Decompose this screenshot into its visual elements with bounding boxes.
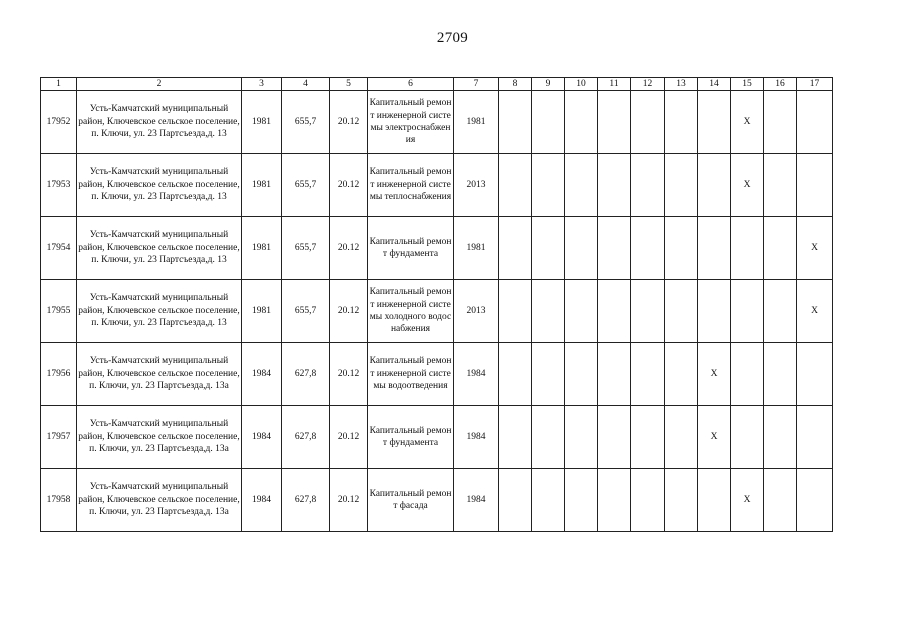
code-cell: 20.12 bbox=[330, 91, 368, 154]
area-cell: 655,7 bbox=[282, 91, 330, 154]
column-17-mark: X bbox=[797, 280, 833, 343]
column-header: 11 bbox=[598, 78, 631, 91]
column-16-cell bbox=[764, 343, 797, 406]
column-12-cell bbox=[631, 154, 665, 217]
work-type-cell: Капитальный ремонт фундамента bbox=[368, 217, 454, 280]
column-15-mark: X bbox=[731, 91, 764, 154]
table-row bbox=[41, 469, 833, 532]
column-header: 3 bbox=[242, 78, 282, 91]
column-15-mark: X bbox=[731, 154, 764, 217]
column-16-cell bbox=[764, 217, 797, 280]
column-9-cell bbox=[532, 154, 565, 217]
column-14-cell bbox=[698, 91, 731, 154]
row-id-cell: 17958 bbox=[41, 469, 77, 532]
column-header: 17 bbox=[797, 78, 833, 91]
column-12-cell bbox=[631, 280, 665, 343]
plan-year-cell: 2013 bbox=[454, 280, 499, 343]
column-header: 5 bbox=[330, 78, 368, 91]
row-id-cell: 17956 bbox=[41, 343, 77, 406]
area-cell: 627,8 bbox=[282, 469, 330, 532]
address-cell: Усть-Камчатский муниципальный район, Ключевское сельское поселение, п. Ключи, ул. 23 Партсъезда,д. 13а bbox=[77, 406, 242, 469]
work-type-cell: Капитальный ремонт инженерной системы теплоснабжения bbox=[368, 154, 454, 217]
column-9-cell bbox=[532, 217, 565, 280]
column-12-cell bbox=[631, 217, 665, 280]
work-type-cell: Капитальный ремонт инженерной системы водоотведения bbox=[368, 343, 454, 406]
column-17-cell bbox=[797, 91, 833, 154]
row-id-cell: 17957 bbox=[41, 406, 77, 469]
column-9-cell bbox=[532, 343, 565, 406]
plan-year-cell: 1981 bbox=[454, 217, 499, 280]
column-13-cell bbox=[665, 469, 698, 532]
table-row bbox=[41, 406, 833, 469]
table-body bbox=[41, 91, 833, 532]
code-cell: 20.12 bbox=[330, 280, 368, 343]
column-11-cell bbox=[598, 343, 631, 406]
column-16-cell bbox=[764, 154, 797, 217]
column-header: 8 bbox=[499, 78, 532, 91]
column-13-cell bbox=[665, 343, 698, 406]
column-11-cell bbox=[598, 217, 631, 280]
table-row bbox=[41, 91, 833, 154]
column-10-cell bbox=[565, 217, 598, 280]
plan-year-cell: 2013 bbox=[454, 154, 499, 217]
build-year-cell: 1984 bbox=[242, 343, 282, 406]
area-cell: 655,7 bbox=[282, 280, 330, 343]
column-header: 6 bbox=[368, 78, 454, 91]
column-10-cell bbox=[565, 154, 598, 217]
column-15-cell bbox=[731, 343, 764, 406]
column-10-cell bbox=[565, 406, 598, 469]
column-14-cell bbox=[698, 280, 731, 343]
column-13-cell bbox=[665, 280, 698, 343]
column-9-cell bbox=[532, 406, 565, 469]
row-id-cell: 17952 bbox=[41, 91, 77, 154]
column-8-cell bbox=[499, 217, 532, 280]
address-cell: Усть-Камчатский муниципальный район, Ключевское сельское поселение, п. Ключи, ул. 23 Партсъезда,д. 13 bbox=[77, 280, 242, 343]
column-16-cell bbox=[764, 406, 797, 469]
area-cell: 655,7 bbox=[282, 154, 330, 217]
address-cell: Усть-Камчатский муниципальный район, Ключевское сельское поселение, п. Ключи, ул. 23 Партсъезда,д. 13а bbox=[77, 343, 242, 406]
build-year-cell: 1981 bbox=[242, 91, 282, 154]
address-cell: Усть-Камчатский муниципальный район, Ключевское сельское поселение, п. Ключи, ул. 23 Партсъезда,д. 13 bbox=[77, 91, 242, 154]
column-header: 2 bbox=[77, 78, 242, 91]
column-8-cell bbox=[499, 154, 532, 217]
column-number-row bbox=[41, 78, 833, 91]
column-12-cell bbox=[631, 469, 665, 532]
code-cell: 20.12 bbox=[330, 154, 368, 217]
column-9-cell bbox=[532, 469, 565, 532]
column-12-cell bbox=[631, 343, 665, 406]
column-11-cell bbox=[598, 406, 631, 469]
column-9-cell bbox=[532, 91, 565, 154]
column-15-cell bbox=[731, 280, 764, 343]
column-14-mark: X bbox=[698, 406, 731, 469]
table-row bbox=[41, 217, 833, 280]
column-17-mark: X bbox=[797, 217, 833, 280]
column-17-cell bbox=[797, 469, 833, 532]
column-17-cell bbox=[797, 154, 833, 217]
column-12-cell bbox=[631, 406, 665, 469]
column-17-cell bbox=[797, 406, 833, 469]
column-13-cell bbox=[665, 217, 698, 280]
build-year-cell: 1981 bbox=[242, 217, 282, 280]
column-14-cell bbox=[698, 469, 731, 532]
column-header: 14 bbox=[698, 78, 731, 91]
table-row bbox=[41, 343, 833, 406]
column-13-cell bbox=[665, 154, 698, 217]
area-cell: 627,8 bbox=[282, 343, 330, 406]
column-14-cell bbox=[698, 217, 731, 280]
column-13-cell bbox=[665, 406, 698, 469]
column-header: 15 bbox=[731, 78, 764, 91]
build-year-cell: 1981 bbox=[242, 280, 282, 343]
address-cell: Усть-Камчатский муниципальный район, Ключевское сельское поселение, п. Ключи, ул. 23 Партсъезда,д. 13а bbox=[77, 469, 242, 532]
code-cell: 20.12 bbox=[330, 217, 368, 280]
work-type-cell: Капитальный ремонт фасада bbox=[368, 469, 454, 532]
code-cell: 20.12 bbox=[330, 406, 368, 469]
column-header: 4 bbox=[282, 78, 330, 91]
address-cell: Усть-Камчатский муниципальный район, Ключевское сельское поселение, п. Ключи, ул. 23 Партсъезда,д. 13 bbox=[77, 217, 242, 280]
repair-schedule-table bbox=[40, 77, 833, 532]
column-15-cell bbox=[731, 406, 764, 469]
column-17-cell bbox=[797, 343, 833, 406]
plan-year-cell: 1984 bbox=[454, 406, 499, 469]
plan-year-cell: 1984 bbox=[454, 469, 499, 532]
column-header: 12 bbox=[631, 78, 665, 91]
code-cell: 20.12 bbox=[330, 469, 368, 532]
column-8-cell bbox=[499, 91, 532, 154]
column-16-cell bbox=[764, 280, 797, 343]
column-12-cell bbox=[631, 91, 665, 154]
column-16-cell bbox=[764, 469, 797, 532]
table-row bbox=[41, 280, 833, 343]
column-8-cell bbox=[499, 469, 532, 532]
address-cell: Усть-Камчатский муниципальный район, Ключевское сельское поселение, п. Ключи, ул. 23 Партсъезда,д. 13 bbox=[77, 154, 242, 217]
column-11-cell bbox=[598, 469, 631, 532]
table-row bbox=[41, 154, 833, 217]
column-8-cell bbox=[499, 280, 532, 343]
work-type-cell: Капитальный ремонт инженерной системы электроснабжения bbox=[368, 91, 454, 154]
column-header: 7 bbox=[454, 78, 499, 91]
column-14-cell bbox=[698, 154, 731, 217]
row-id-cell: 17955 bbox=[41, 280, 77, 343]
area-cell: 655,7 bbox=[282, 217, 330, 280]
column-10-cell bbox=[565, 343, 598, 406]
column-11-cell bbox=[598, 91, 631, 154]
column-header: 9 bbox=[532, 78, 565, 91]
column-11-cell bbox=[598, 154, 631, 217]
area-cell: 627,8 bbox=[282, 406, 330, 469]
column-15-mark: X bbox=[731, 469, 764, 532]
column-11-cell bbox=[598, 280, 631, 343]
column-10-cell bbox=[565, 280, 598, 343]
column-10-cell bbox=[565, 91, 598, 154]
column-15-cell bbox=[731, 217, 764, 280]
column-8-cell bbox=[499, 406, 532, 469]
work-type-cell: Капитальный ремонт фундамента bbox=[368, 406, 454, 469]
column-14-mark: X bbox=[698, 343, 731, 406]
plan-year-cell: 1981 bbox=[454, 91, 499, 154]
column-header: 1 bbox=[41, 78, 77, 91]
column-10-cell bbox=[565, 469, 598, 532]
column-header: 13 bbox=[665, 78, 698, 91]
row-id-cell: 17953 bbox=[41, 154, 77, 217]
build-year-cell: 1984 bbox=[242, 406, 282, 469]
column-16-cell bbox=[764, 91, 797, 154]
column-header: 16 bbox=[764, 78, 797, 91]
page-number: 2709 bbox=[436, 30, 469, 46]
build-year-cell: 1981 bbox=[242, 154, 282, 217]
column-8-cell bbox=[499, 343, 532, 406]
build-year-cell: 1984 bbox=[242, 469, 282, 532]
row-id-cell: 17954 bbox=[41, 217, 77, 280]
code-cell: 20.12 bbox=[330, 343, 368, 406]
column-13-cell bbox=[665, 91, 698, 154]
column-header: 10 bbox=[565, 78, 598, 91]
plan-year-cell: 1984 bbox=[454, 343, 499, 406]
work-type-cell: Капитальный ремонт инженерной системы холодного водоснабжения bbox=[368, 280, 454, 343]
column-9-cell bbox=[532, 280, 565, 343]
